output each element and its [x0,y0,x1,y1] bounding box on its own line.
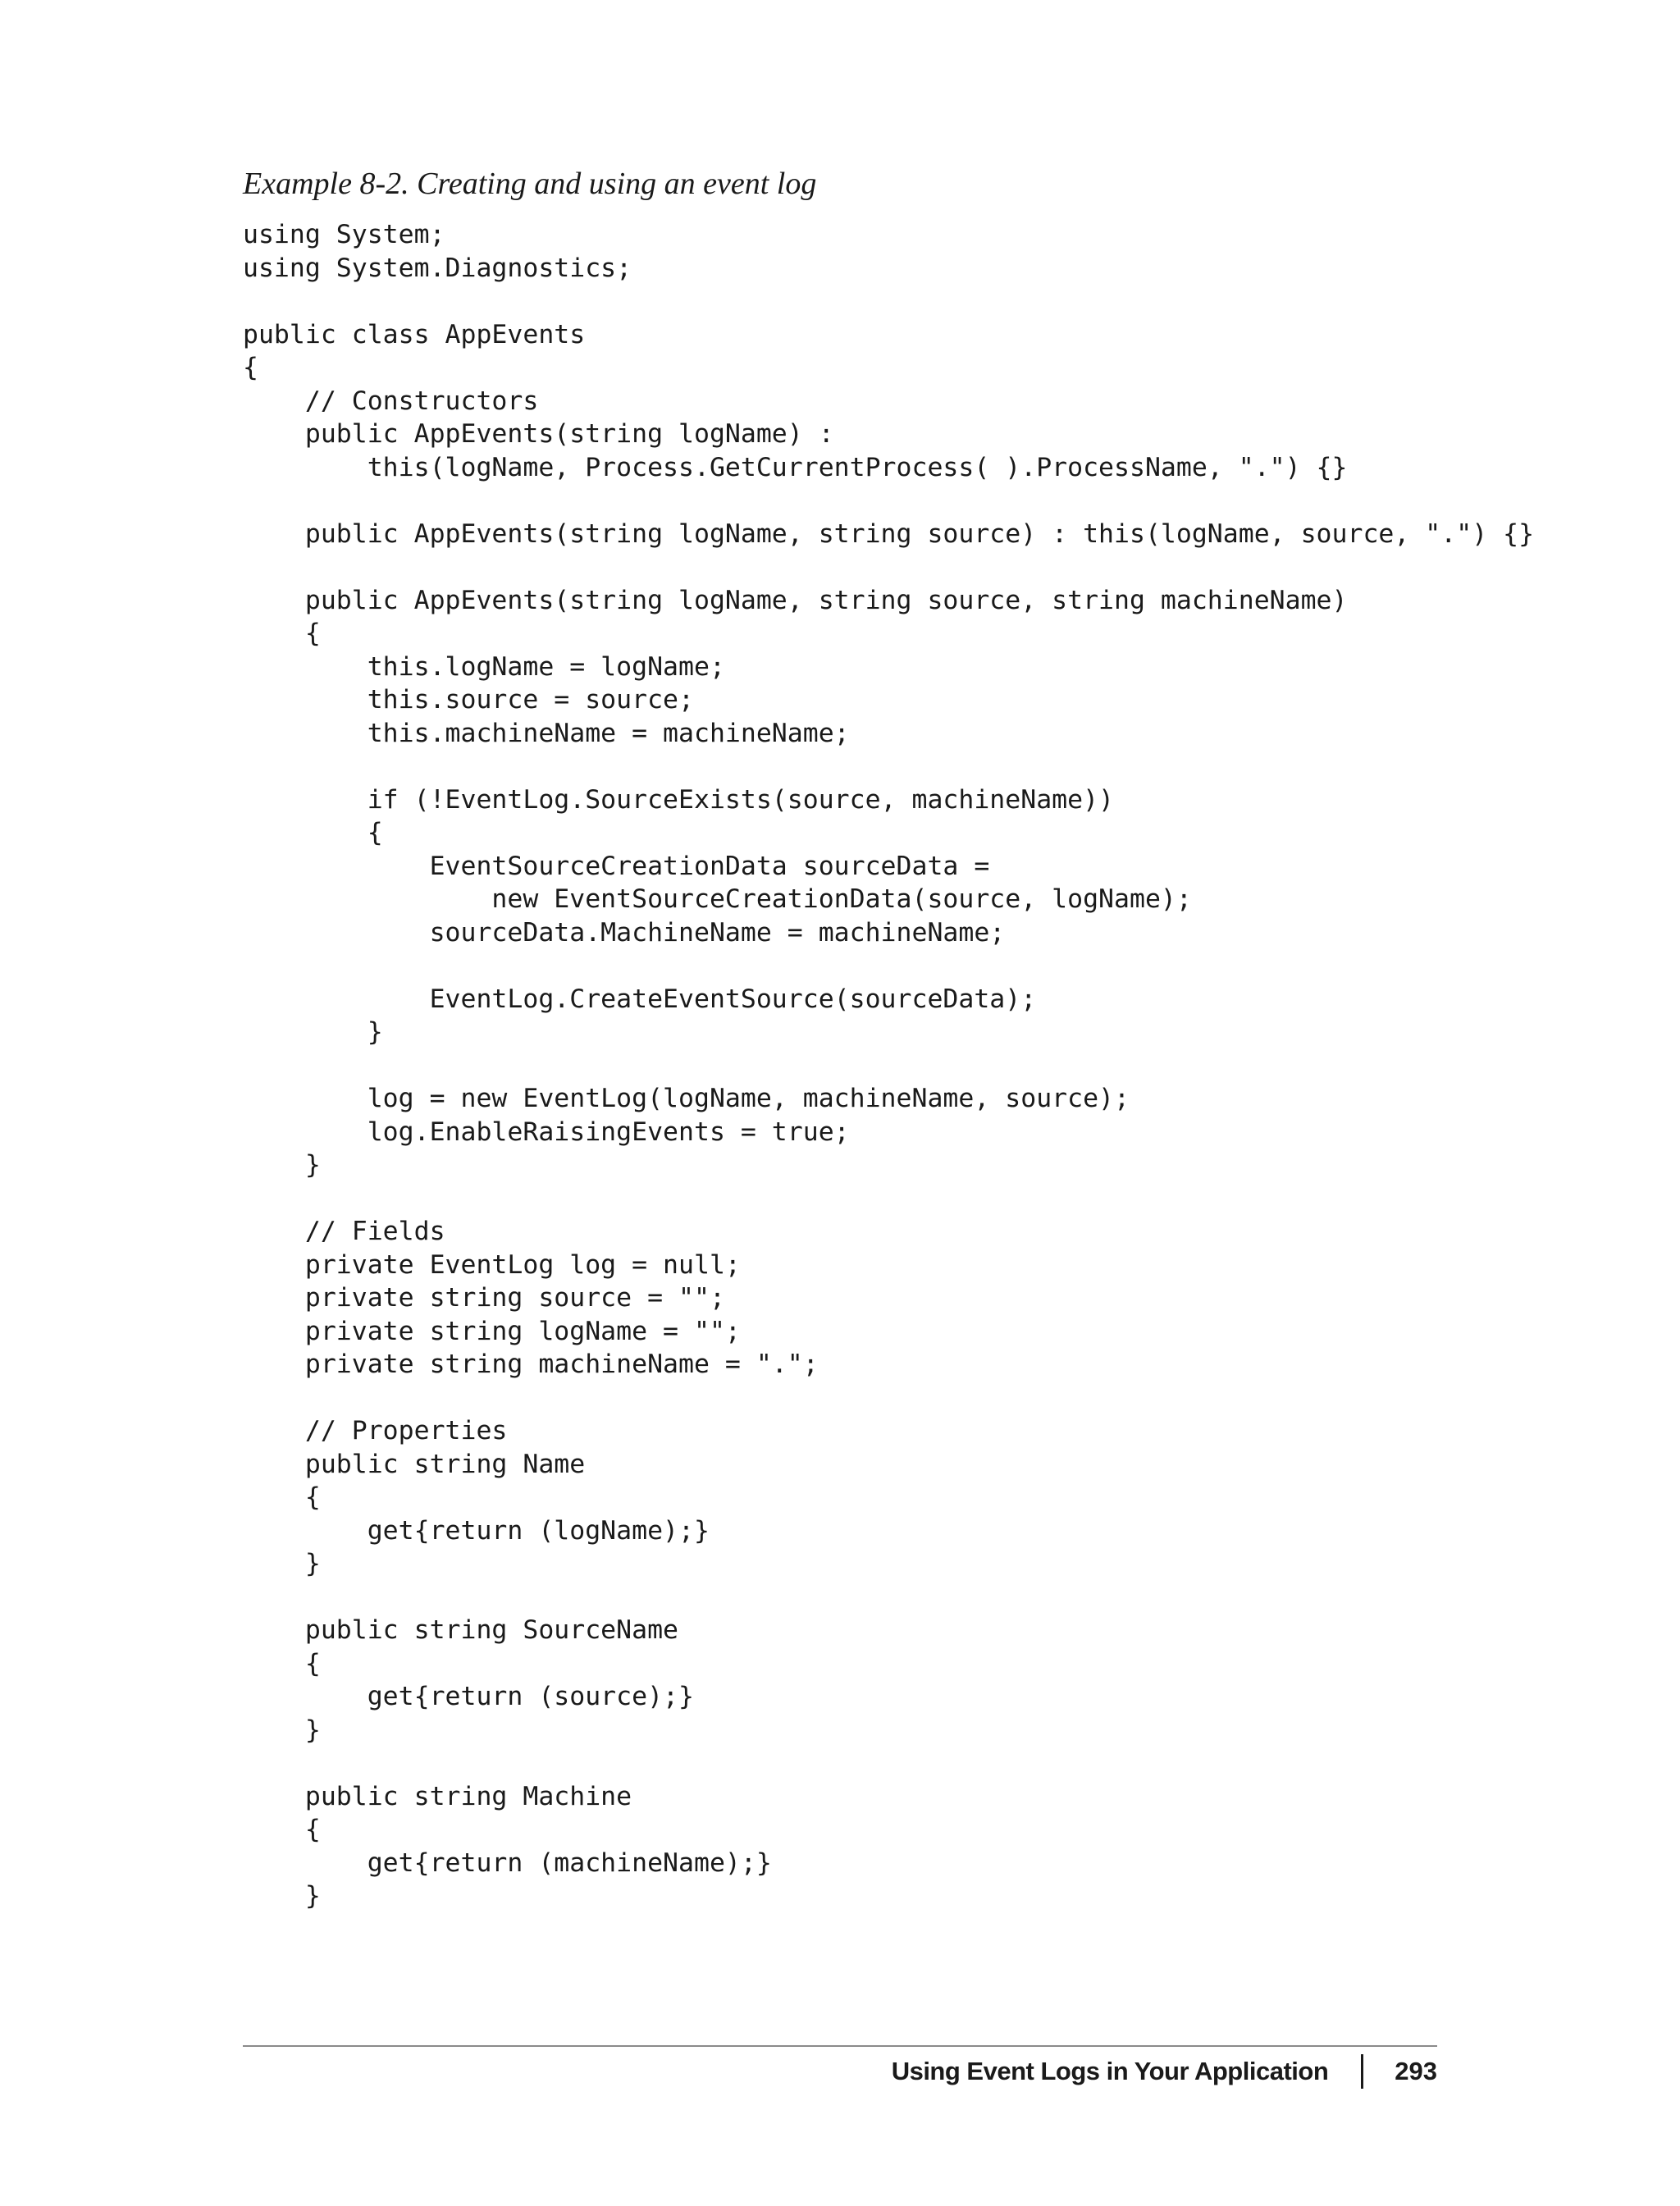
code-line [243,285,1534,318]
page-number: 293 [1395,2057,1437,2085]
code-line: public string Machine [243,1781,632,1811]
code-line: public class AppEvents [243,319,586,349]
code-line: } [243,1549,321,1578]
code-line [243,484,1534,518]
code-line: public AppEvents(string logName, string source) : this(logName, source, ".") {} [243,518,1535,549]
page-footer [892,2051,1437,2092]
footer-rule [243,2045,1437,2047]
code-line [243,1182,1534,1216]
code-line: this(logName, Process.GetCurrentProcess( ).ProcessName, ".") {} [243,452,1348,482]
code-line: // Properties [243,1416,508,1446]
code-line: // Fields [243,1217,445,1246]
code-line: private string logName = ""; [243,1316,741,1346]
code-line: get{return (machineName);} [243,1847,772,1878]
code-line [243,1581,1534,1615]
code-line: EventSourceCreationData sourceData = [243,851,990,881]
code-line [243,1747,1534,1780]
code-line [243,550,1534,584]
code-line: public AppEvents(string logName, string source, string machineName) [243,585,1348,615]
code-line: EventLog.CreateEventSource(sourceData); [243,984,1037,1014]
code-line: } [243,1881,321,1911]
code-line: { [243,353,258,382]
code-line: } [243,1150,321,1180]
code-line: if (!EventLog.SourceExists(source, machineName)) [243,784,1115,815]
code-line: this.machineName = machineName; [243,718,850,748]
code-line: log = new EventLog(logName, machineName, source); [243,1084,1130,1113]
code-line: public AppEvents(string logName) : [243,419,834,449]
code-line: public string Name [243,1449,586,1479]
code-line: { [243,1815,321,1844]
code-line [243,949,1534,983]
code-line: get{return (logName);} [243,1515,710,1546]
code-line: using System; [243,220,445,249]
footer-separator [1361,2054,1363,2089]
code-line: using System.Diagnostics; [243,253,632,283]
footer-section-title: Using Event Logs in Your Application [891,2057,1329,2085]
code-line: { [243,619,321,648]
code-line: new EventSourceCreationData(source, logName); [243,884,1192,914]
code-line: private string machineName = "."; [243,1350,819,1379]
code-line: } [243,1715,321,1745]
code-line: this.logName = logName; [243,651,725,682]
code-line: } [243,1017,383,1047]
example-title: Example 8-2. Creating and using an event log [243,167,817,201]
code-line: { [243,1482,321,1512]
code-line: private string source = ""; [243,1283,725,1313]
code-line [243,1049,1534,1083]
code-line: sourceData.MachineName = machineName; [243,917,1006,948]
code-line: get{return (source);} [243,1682,694,1711]
code-line [243,750,1534,783]
code-line: // Constructors [243,386,539,416]
code-line: { [243,1648,321,1678]
code-line: private EventLog log = null; [243,1249,741,1280]
code-line: public string SourceName [243,1615,679,1645]
code-line: log.EnableRaisingEvents = true; [243,1117,850,1147]
code-line: this.source = source; [243,685,694,715]
code-line [243,1382,1534,1415]
code-listing [243,218,1534,1913]
code-line: { [243,818,383,847]
